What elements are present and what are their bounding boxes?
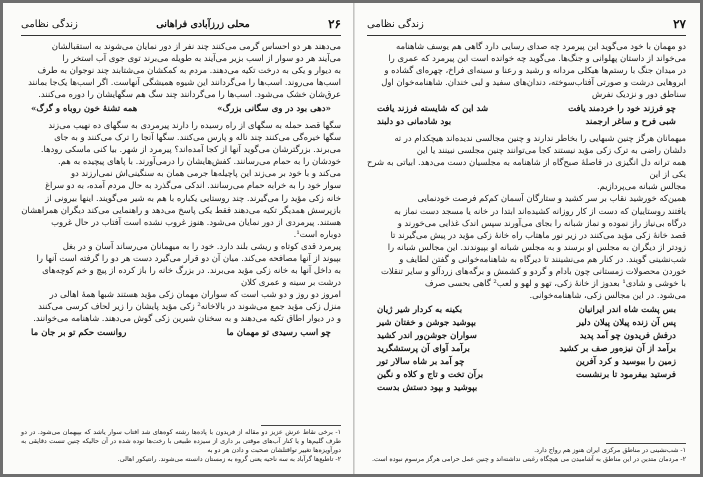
body-line: دوباره است¹.	[293, 228, 341, 239]
body-line: پیرمرد قدی کوتاه و ریشی بلند دارد. خود را به میهمانان می‌رساند آسان و در بغل	[62, 240, 341, 251]
left-page-number: ۲۶	[328, 17, 341, 31]
verse-couplet	[367, 116, 686, 129]
body-line: عرق‌شان خشک می‌شود. اسب‌ها را می‌گردانند چند سگ هم سگهایشان را دوره می‌کنند.	[38, 89, 341, 100]
left-page	[3, 3, 353, 474]
body-line: مجالس شبانه می‌پردازیم.	[596, 181, 686, 192]
body-line: یافتند روستاییان که دست از کار روزانه کشیده‌اند ابتدا در خانه یا مسجد دست نماز به	[394, 205, 686, 216]
body-line: امروز دو روز و دو شب است که سواران مهمان زکی مؤید هستند شبها همهٔ اهالی در	[49, 288, 341, 299]
verse-hemistich: بس پشت شاه اندر ایرانیان	[578, 304, 676, 315]
body-line: خوردن محصولات زمستانی چون بادام و گردو و کشمش و برگه‌های زردآلو و سایر تنقلات	[380, 265, 686, 276]
book-gutter	[353, 3, 355, 474]
body-line: سناطق دور و نزدیک نفرش	[591, 89, 686, 100]
body-line: قصد خانهٔ زکی مؤید می‌کنند در زیر نور ماهتاب راه خانهٔ زکی مؤید در پیش می‌گیرند تا	[390, 229, 686, 240]
verse-couplet	[367, 356, 686, 369]
left-page-body	[21, 40, 341, 340]
verse-hemistich: سواران جوشن‌ور اندر کشید	[377, 330, 477, 341]
body-line: می‌شود. در این مجالس زکی، شاهنامه‌خوانی.	[529, 289, 686, 300]
verse-couplet	[367, 343, 686, 356]
body-line: سگها قصد حمله به سگهای از راه رسیده را دارند پیرمردی به سگهای ده نهیب می‌زند	[48, 120, 341, 131]
body-line: می‌خواند از داستان پهلوانی و جنگ‌ها. می‌گوید چه خوانده است این پیرمرد که عمری را	[388, 53, 686, 64]
body-line: زودتر از دیگران به مجلس او برسند و به مجلس شبانه او بپیوندند. این مجالس شبانه را	[387, 241, 686, 252]
verse-hemistich: فرستید بیفرمود تا برنشست	[576, 369, 676, 380]
body-line: میهمانان هرگز چنین شبهایی را بخاطر ندارند و چنین مجالسی ندیده‌اند هیچکدام در ته	[394, 133, 686, 144]
verse-hemistich: پس آن زنده پیلان پیلان دلیر	[576, 317, 676, 328]
body-line: ابروهایی درشت و صورتی آفتاب‌سوخته، دندان‌های سفید و لبی خندان. شاهنامه‌خوان اول	[381, 77, 686, 88]
right-page-header	[367, 13, 686, 36]
body-line: بپیوند از آنها مصافحه می‌کند. میان آن دو قرار می‌گیرد دست هر دو را گرفته است آنها را	[36, 252, 341, 263]
body-line: سوار خود را به خرابه حمام می‌رسانند. اندکی می‌گذرد به حال مردم آمده، به دو سراغ	[45, 180, 341, 191]
right-page-number: ۲۷	[673, 17, 686, 31]
verse-hemistich: بود شادمانی دو دلبند	[377, 117, 452, 128]
verse-hemistich: برآمد آوای آن پرستشگرید	[377, 343, 470, 354]
body-line: اسب‌ها می‌روند. اسب‌ها را می‌گردانند این شیوه همیشگی آنهاست. اگر اسب‌ها یک‌جا بمانند	[28, 77, 341, 88]
left-page-header	[21, 13, 341, 36]
body-line: و در دیوار اطاق تکیه می‌دهند و به سخنان شیرین زکی گوش می‌دهند. شاهنامه می‌خوانند.	[33, 312, 341, 323]
verse-hemistich: برآن تخت و تاج و کلاه و نگین	[377, 369, 484, 380]
body-line: شب‌نشینی گویند. در کنار هم می‌نشینند تا دیرگاه به شاهنامه‌خوانی و گفتن لطایف و	[399, 253, 686, 264]
body-line: دلشان راضی به ترک زکی مؤید نیستند کجا می‌توانند چنین مجلسی نبینند یا این	[416, 145, 686, 156]
body-line: خانه زکی مؤید را می‌گیرند. چند روستایی یکباره با هم به شیر می‌گویند. اینها بیرونی از	[45, 192, 341, 203]
body-line: سگها خیره‌گی می‌کنند چند ناله و پارس می‌کنند. سگها آنجا را ترک می‌کنند و به جای	[54, 132, 341, 143]
verse-couplet	[367, 382, 686, 395]
verse-couplet	[21, 327, 341, 340]
verse-hemistich: بپوشید جوشن و خفتان شیر	[377, 317, 477, 328]
verse-hemistich: همه تشنهٔ خون روباه و گرگ»	[31, 104, 138, 115]
verse-hemistich: بکینه به کردار شیر ژیان	[377, 304, 463, 315]
verse-hemistich: چو آمد بر شاه سالار تور	[377, 356, 465, 367]
right-page-body	[367, 40, 686, 395]
book-spread	[3, 3, 700, 474]
verse-couplet	[367, 317, 686, 330]
left-page-mid-title: محلی زرزآبادی فراهانی	[156, 18, 250, 30]
verse-hemistich: زمین را ببوسید و کرد آفرین	[575, 356, 676, 367]
footnote-rule	[606, 443, 686, 444]
verse-hemistich: روانست حکم تو بر جان ما	[31, 328, 127, 339]
verse-hemistich: «دهی بود در وی سگانی بزرگ»	[217, 104, 331, 115]
verse-hemistich: شبی فرح و ساغر ارجمند	[585, 117, 676, 128]
body-line: در میدان جنگ با رستم‌ها هیکلی مردانه و رشید و رعنا و سینه‌ای فراخ، چهره‌ای گشاده و	[384, 65, 686, 76]
verse-couplet	[367, 304, 686, 317]
verse-hemistich: بپوشید و بپود دستش بدست	[377, 382, 478, 393]
verse-hemistich: شد این که شایسته فرزند یافت	[377, 104, 489, 115]
right-page-running-title: زندگی نظامی	[367, 18, 424, 30]
body-line: همین‌که خورشید نقاب بر سر کشید و ستارگان آسمان کم‌کم فرصت خودنمایی	[417, 193, 686, 204]
verse-couplet	[367, 330, 686, 343]
right-page	[355, 3, 700, 474]
footnote-line: ۲- تاطبع‌ها گرآباد به سه ناحیه یعنی گروه به زمستان دانسته می‌شوند. رانتیکور اهالی.	[117, 455, 341, 463]
footnote-line: ۱- برخی نقاط عرش عزیز دو مقاله از فریدون با پاده‌ها رشته کوه‌های شد افتاب سوار یاشد که بپیهمان می‌شود. در دو طرف گلیم‌ها و یا کنار آب‌های موقتی بر داری از سیزده طبیعی با رخت‌ها توده شده در آن حالیکه چنین تنست دقایقی به دورآویزه‌ها تغییر تواقتلشان صحبت و دادن هر دو به	[21, 428, 341, 454]
left-page-running-title: زندگی نظامی	[21, 18, 78, 30]
verse-couplet	[367, 369, 686, 382]
body-line: هستند. پیرمردی از دور نمایان می‌شود. هنوز غروب نشده است آفتاب در حال غروب	[51, 216, 341, 227]
body-line: درشت بر سینه و عمری کلان	[240, 276, 341, 287]
verse-couplet	[367, 103, 686, 116]
left-page-footnotes	[21, 425, 341, 464]
footnote-line: ۱- شب‌نشینی در مناطق مرکزی ایران هنوز هم رواج دارد.	[534, 446, 686, 454]
body-line: دو مهمان با خود می‌گوید این پیرمرد چه صدای رسایی دارد گاهی هم یوسف شاهنامه	[395, 41, 686, 51]
body-line: همه ترانه دل انگیزی در فاصلهٔ صبح‌گاه از شاهنامه به مجلسیان دست می‌دهد. ابیاتی به شرح یکی از این	[367, 157, 686, 180]
verse-hemistich: چو اسب رسیدی تو مهمان ما	[226, 328, 331, 339]
body-line: خودشان را به حمام می‌رسانند. کفش‌هایشان را درمی‌آورند. با پاهای پیچیده به هم.	[58, 156, 341, 167]
body-line: به دیوار و یکی به درخت تکیه می‌دهند. مردم به کمکشان می‌شتابند چند نوجوان به طرف	[37, 65, 341, 76]
verse-couplet	[21, 103, 341, 116]
body-line: منزل زکی مؤید جمع می‌شوند در بالاخانه² زکی مؤید پایشان را زیر لحاف کرسی می‌کنند	[38, 300, 341, 311]
body-line: می‌کند و با خود بر می‌زند این پاچیله‌ها جرمی همان به سنگینی‌اش نمی‌ارزند دو	[70, 168, 341, 179]
body-line: درگاه بی‌نیاز راز نموده و نماز شبانه را بجای می‌آورند سپس اندک غذایی می‌خورند و	[397, 217, 686, 228]
footnote-rule	[261, 425, 341, 426]
body-line: بازپرسش همدیگر تکیه می‌دهند فقط یکی پاسخ می‌دهد و راهنمایی می‌کند دیگران همراهشان	[21, 204, 341, 215]
verse-hemistich: چو فرزند خود را خردمند یافت	[568, 104, 676, 115]
body-line: به داخل آنها به خانه زکی مؤید می‌برند. در بزرگ خانه را باز کرده از پیچ و خم کوچه‌های	[42, 264, 341, 275]
body-line: می‌دهند هر دو احساس گرمی می‌کنند چند نفر از دور نمایان می‌شوند به استقبالشان	[51, 41, 341, 51]
body-line: با خوشی و شادی¹ بعدوز از خانهٔ زکی، تهو و لهو و لعب² گاهی بحسی صرف	[424, 277, 686, 288]
verse-hemistich: درفش فریدون چو آمد پدید	[579, 330, 676, 341]
right-page-footnotes	[367, 443, 686, 464]
body-line: می‌آیند هر دو سوار از اسب بزیر می‌آیند به طویله می‌برند توی جوی آب استخر را	[62, 53, 341, 64]
verse-hemistich: برآمد از آن نیزه‌ور صف بر کشید	[559, 343, 676, 354]
footnote-line: ۲- مردمان متدین در این مناطق به آشامیدن می هیچگاه رغبتی نداشته‌اند و چنین عمل حرامی هرگز مرسوم نبوده است.	[371, 455, 686, 463]
body-line: می‌برند. بزرگترشان می‌گوید آنها از کجا آمده‌اند؟ پیرمرد از شهر. بیا کنی ماسکی رودها.	[40, 144, 341, 155]
